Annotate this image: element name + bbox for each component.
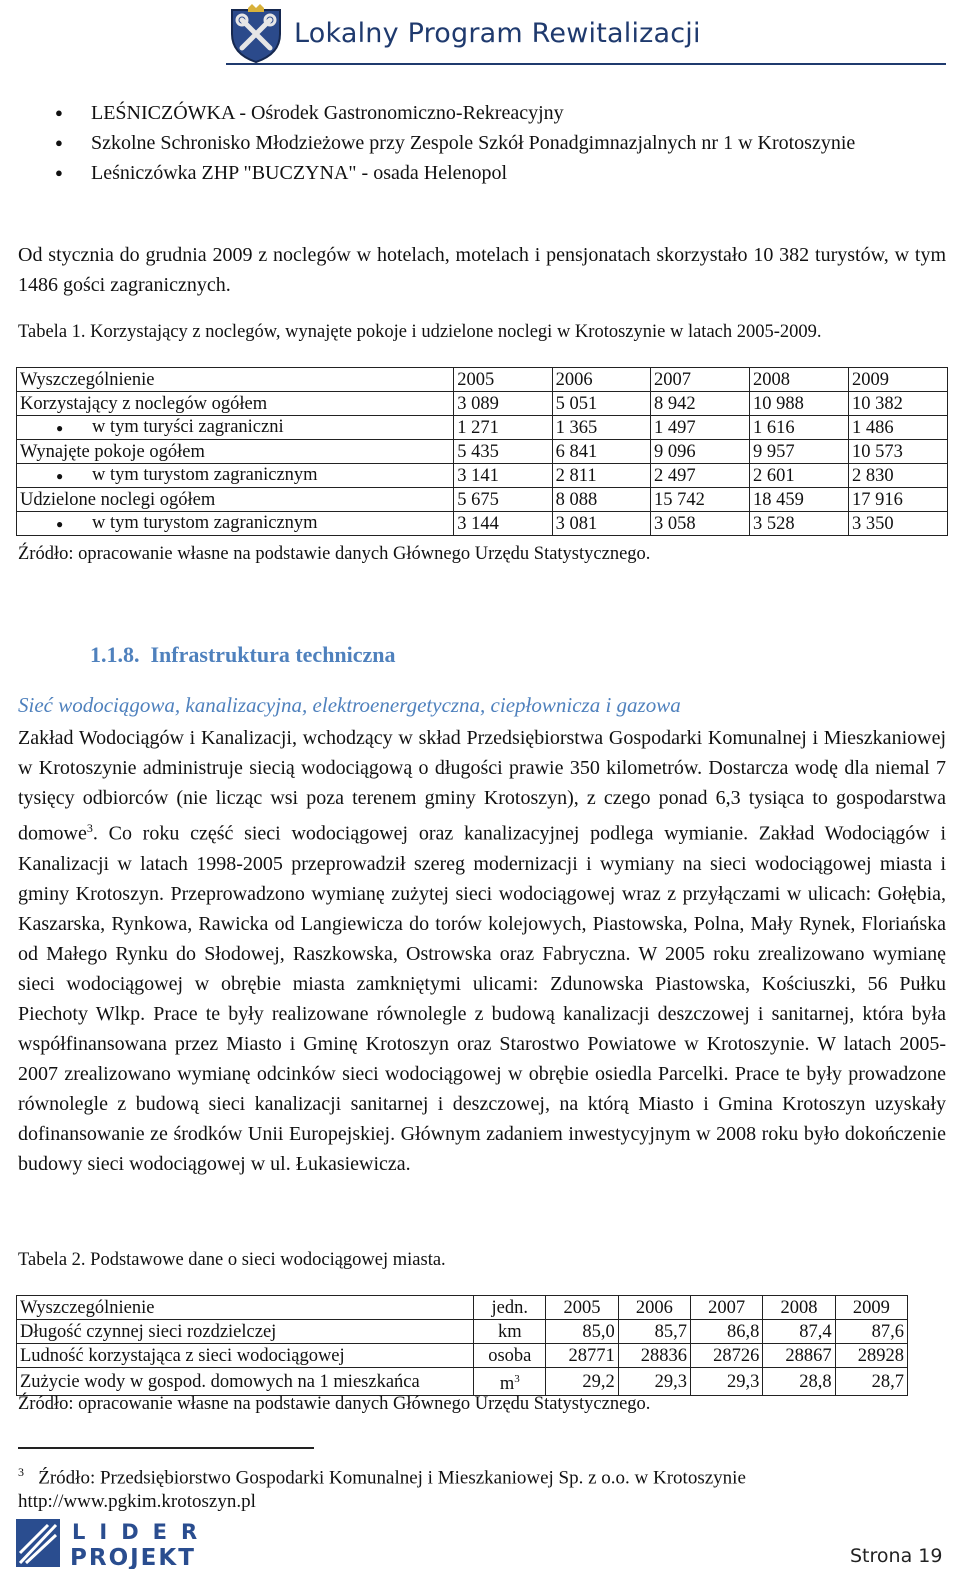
page-number: Strona 19 (850, 1545, 943, 1567)
column-header: Wyszczególnienie (17, 1296, 474, 1320)
accommodation-table (16, 367, 948, 536)
table-cell: 3 528 (749, 512, 848, 536)
table-cell: 86,8 (691, 1320, 763, 1344)
table-cell: 29,2 (546, 1368, 618, 1396)
table-row (17, 392, 948, 416)
column-header: 2009 (835, 1296, 907, 1320)
table-cell: 17 916 (848, 488, 947, 512)
section-number: 1.1.8. (90, 642, 140, 667)
column-header: 2006 (552, 368, 650, 392)
table-cell: 10 382 (848, 392, 947, 416)
logo-line1: LIDER (72, 1520, 212, 1544)
bullet-icon: ● (56, 516, 64, 531)
footnote-number: 3 (18, 1465, 24, 1479)
column-header: 2005 (454, 368, 552, 392)
table-cell: 2 601 (749, 464, 848, 488)
table-row (17, 1320, 908, 1344)
column-header: 2008 (749, 368, 848, 392)
unit-cell: osoba (474, 1344, 546, 1368)
unit-superscript: 3 (514, 1373, 520, 1385)
row-label: w tym turystom zagranicznym (92, 465, 318, 486)
table-cell: 5 435 (454, 440, 552, 464)
table-cell: 3 350 (848, 512, 947, 536)
table-cell: 1 365 (552, 416, 650, 440)
table-cell: 1 486 (848, 416, 947, 440)
coat-of-arms-icon (226, 4, 286, 64)
lider-projekt-logo (16, 1517, 246, 1569)
table-cell: 9 096 (651, 440, 750, 464)
table-cell: 3 144 (454, 512, 552, 536)
table-cell: 29,3 (691, 1368, 763, 1396)
table-row (17, 440, 948, 464)
table-header-row (17, 368, 948, 392)
table-cell: 1 271 (454, 416, 552, 440)
column-header: 2007 (691, 1296, 763, 1320)
table-row (17, 1344, 908, 1368)
body-text: . Co roku część sieci wodociągowej oraz kanalizacyjnej podlega wymianie. Zakład Wodociągów i Kanalizacji w latach 1998-2005 przeprowadził szereg modernizacji i wymiany na sieci wodociągowej miasta i gminy Krotoszyn. Przeprowadzono wymianę zużytej sieci wodociągowej wraz z przyłączami w ulicach: Gołębia, Kaszarska, Rynkowa, Rawicka od Langiewicza do torów kolejowych, Piastowska, Polna, Mały Rynek, Floriańska od Małego Rynku do Słodowej, Raszkowska, Ostrowska oraz Fabryczna. W 2005 roku zrealizowano wymianę sieci wodociągowej w obrębie miasta zamkniętymi ulicami: Zdunowska Piastowska, Kościuszki, 56 Pułku Piechoty Wlkp. Prace te były realizowane równolegle z budową kanalizacji deszczowej i sanitarnej, która była współfinansowana przez Miasto i Gminę Krotoszyn oraz Starostwo Powiatowe w Krotoszynie. W latach 2005-2007 zrealizowano wymianę odcinków sieci wodociągowej w obrębie osiedla Parcelki. Prace te były prowadzone równolegle z budową sieci kanalizacji sanitarnej i deszczowej, na którą Miasto i Gmina Krotoszyn uzyskały dofinansowanie ze środków Unii Europejskiej. Głównym zadaniem inwestycyjnym w 2008 roku było dokończenie budowy sieci wodociągowej w ul. Łukasiewicza. (18, 822, 946, 1175)
row-label: Wynajęte pokoje ogółem (17, 440, 454, 464)
table-cell: 28,8 (763, 1368, 835, 1396)
table-cell: 3 081 (552, 512, 650, 536)
table2-source: Źródło: opracowanie własne na podstawie danych Głównego Urzędu Statystycznego. (18, 1394, 651, 1414)
footnote-text: Źródło: Przedsiębiorstwo Gospodarki Komunalnej i Mieszkaniowej Sp. z o.o. w Krotoszynie (38, 1467, 746, 1489)
table-cell: 87,6 (835, 1320, 907, 1344)
table-cell: 28867 (763, 1344, 835, 1368)
row-label: Długość czynnej sieci rozdzielczej (17, 1320, 474, 1344)
table-cell: 2 830 (848, 464, 947, 488)
table-cell: 28726 (691, 1344, 763, 1368)
table-cell: 2 497 (651, 464, 750, 488)
table-header-row (17, 1296, 908, 1320)
footnote (18, 1460, 946, 1514)
bullet-icon: ● (56, 420, 64, 435)
footnote-marker: 3 (86, 821, 93, 835)
table-row (17, 488, 948, 512)
table-cell: 3 141 (454, 464, 552, 488)
intro-paragraph: Od stycznia do grudnia 2009 z noclegów w hotelach, motelach i pensjonatach skorzystało 10 382 turystów, w tym 1486 gości zagranicznych. (18, 244, 946, 296)
table-cell: 2 811 (552, 464, 650, 488)
table-cell: 29,3 (618, 1368, 690, 1396)
table1-source: Źródło: opracowanie własne na podstawie danych Głównego Urzędu Statystycznego. (18, 544, 651, 564)
table-row (17, 1368, 908, 1396)
water-network-table (16, 1295, 908, 1396)
table-cell: 5 675 (454, 488, 552, 512)
table-row (17, 464, 948, 488)
table2-caption: Tabela 2. Podstawowe dane o sieci wodociągowej miasta. (18, 1250, 446, 1270)
page-header (0, 0, 960, 70)
column-header: 2006 (618, 1296, 690, 1320)
row-label: w tym turyści zagraniczni (92, 417, 284, 438)
list-item: ● Szkolne Schronisko Młodzieżowe przy Zespole Szkół Ponadgimnazjalnych nr 1 w Krotoszynie (55, 128, 945, 158)
table-cell: 3 058 (651, 512, 750, 536)
row-label: w tym turystom zagranicznym (92, 513, 318, 534)
column-header: Wyszczególnienie (17, 368, 454, 392)
column-header: 2007 (651, 368, 750, 392)
unit-cell: km (474, 1320, 546, 1344)
table-cell: 8 088 (552, 488, 650, 512)
table-cell: 10 988 (749, 392, 848, 416)
body-paragraph (18, 723, 946, 1179)
column-header: 2008 (763, 1296, 835, 1320)
accommodation-list (55, 98, 945, 188)
row-label: Korzystający z noclegów ogółem (17, 392, 454, 416)
footnote-link[interactable]: http://www.pgkim.krotoszyn.pl (18, 1491, 256, 1513)
table-row (17, 512, 948, 536)
list-item: ● Leśniczówka ZHP "BUCZYNA" - osada Helenopol (55, 158, 945, 188)
subsection-heading: Sieć wodociągowa, kanalizacyjna, elektroenergetyczna, ciepłownicza i gazowa (18, 693, 681, 717)
table-cell: 85,7 (618, 1320, 690, 1344)
table-cell: 18 459 (749, 488, 848, 512)
table-cell: 28771 (546, 1344, 618, 1368)
column-header: jedn. (474, 1296, 546, 1320)
body-text: Zakład Wodociągów i Kanalizacji, wchodzący w skład Przedsiębiorstwa Gospodarki Komunalnej i Mieszkaniowej w Krotoszynie administruje siecią wodociągową o długości prawie 350 kilometrów. Dostarcza wodę dla niemal 7 tysięcy odbiorców (nie licząc wsi poza terenem gminy Krotoszyn), z czego ponad 6,3 tysiąca to gospodarstwa domowe (18, 727, 946, 845)
table-cell: 15 742 (651, 488, 750, 512)
table1-caption: Tabela 1. Korzystający z noclegów, wynajęte pokoje i udzielone noclegi w Krotoszynie w latach 2005-2009. (18, 322, 822, 342)
section-heading (90, 642, 396, 668)
row-label: Udzielone noclegi ogółem (17, 488, 454, 512)
table-cell: 5 051 (552, 392, 650, 416)
table-cell: 28836 (618, 1344, 690, 1368)
header-divider (226, 63, 946, 65)
unit-text: m (499, 1374, 515, 1395)
table-cell: 3 089 (454, 392, 552, 416)
table-cell: 87,4 (763, 1320, 835, 1344)
table-cell: 8 942 (651, 392, 750, 416)
row-label: Zużycie wody w gospod. domowych na 1 mieszkańca (17, 1368, 474, 1396)
table-cell: 28,7 (835, 1368, 907, 1396)
bullet-icon: ● (56, 468, 64, 483)
table-cell: 28928 (835, 1344, 907, 1368)
table-cell: 10 573 (848, 440, 947, 464)
row-label: Ludność korzystająca z sieci wodociągowej (17, 1344, 474, 1368)
unit-cell (474, 1368, 546, 1396)
table-cell: 1 616 (749, 416, 848, 440)
footnote-divider (18, 1447, 314, 1449)
table-cell: 6 841 (552, 440, 650, 464)
column-header: 2009 (848, 368, 947, 392)
table-row (17, 416, 948, 440)
list-item: ● LEŚNICZÓWKA - Ośrodek Gastronomiczno-Rekreacyjny (55, 98, 945, 128)
document-title: Lokalny Program Rewitalizacji (294, 18, 701, 49)
column-header: 2005 (546, 1296, 618, 1320)
table-cell: 9 957 (749, 440, 848, 464)
table-cell: 1 497 (651, 416, 750, 440)
logo-line2: PROJEKT (70, 1545, 196, 1569)
table-cell: 85,0 (546, 1320, 618, 1344)
section-title: Infrastruktura techniczna (150, 642, 396, 667)
